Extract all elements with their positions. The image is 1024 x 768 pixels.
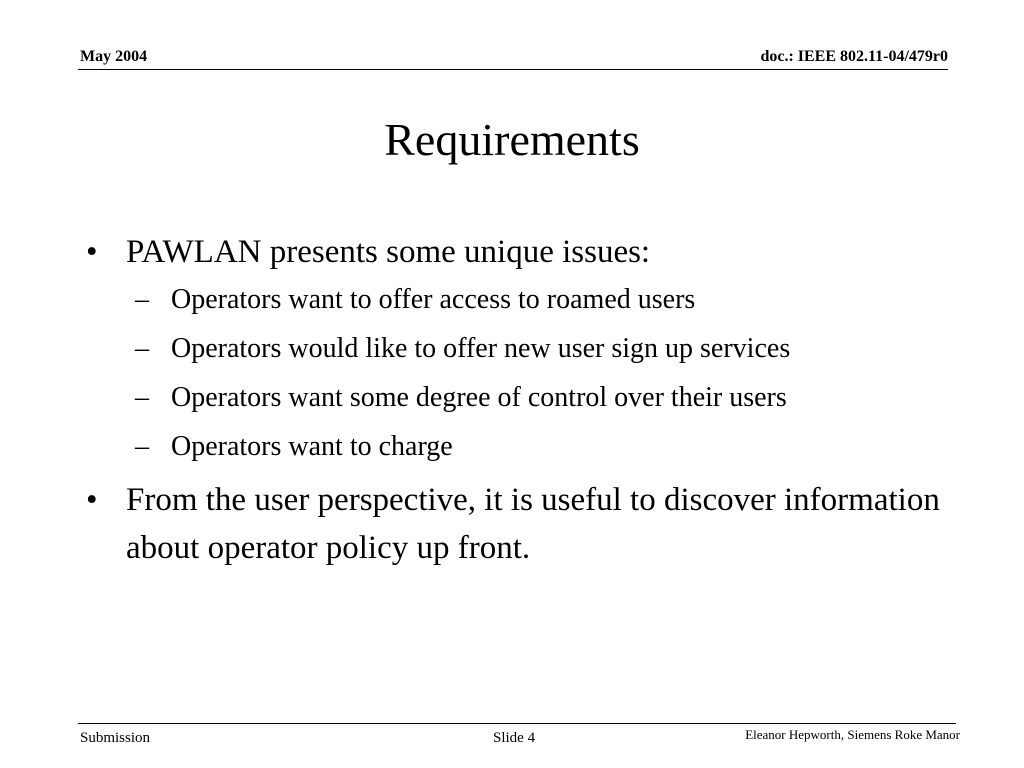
footer-divider [78,723,956,724]
sub-item-text: Operators would like to offer new user sign up services [171,333,791,364]
sub-item-text: Operators want some degree of control over their users [171,382,787,413]
sub-item-text: Operators want to offer access to roamed users [171,284,696,315]
bullet-mark: • [86,482,98,518]
sub-item [80,329,950,369]
bullet-item [80,228,950,276]
footer-author: Eleanor Hepworth, Siemens Roke Manor [745,727,960,742]
dash-mark: – [135,333,149,364]
bullet-item [80,476,950,572]
header-doc-id: doc.: IEEE 802.11-04/479r0 [760,48,948,65]
dash-mark: – [135,382,149,413]
sub-item-text: Operators want to charge [171,431,453,462]
slide-title: Requirements [384,114,640,165]
slide-body [80,228,950,576]
footer-slide-number: Slide 4 [493,730,536,746]
dash-mark: – [135,431,149,462]
bullet-text: From the user perspective, it is useful to discover information about operator policy up front. [126,482,940,566]
header-date: May 2004 [80,48,148,65]
footer-submission: Submission [80,730,151,746]
bullet-mark: • [86,234,98,270]
sub-item [80,280,950,320]
header-divider [78,69,948,70]
sub-item [80,427,950,467]
sub-item [80,378,950,418]
bullet-text: PAWLAN presents some unique issues: [126,234,651,270]
dash-mark: – [135,284,149,315]
